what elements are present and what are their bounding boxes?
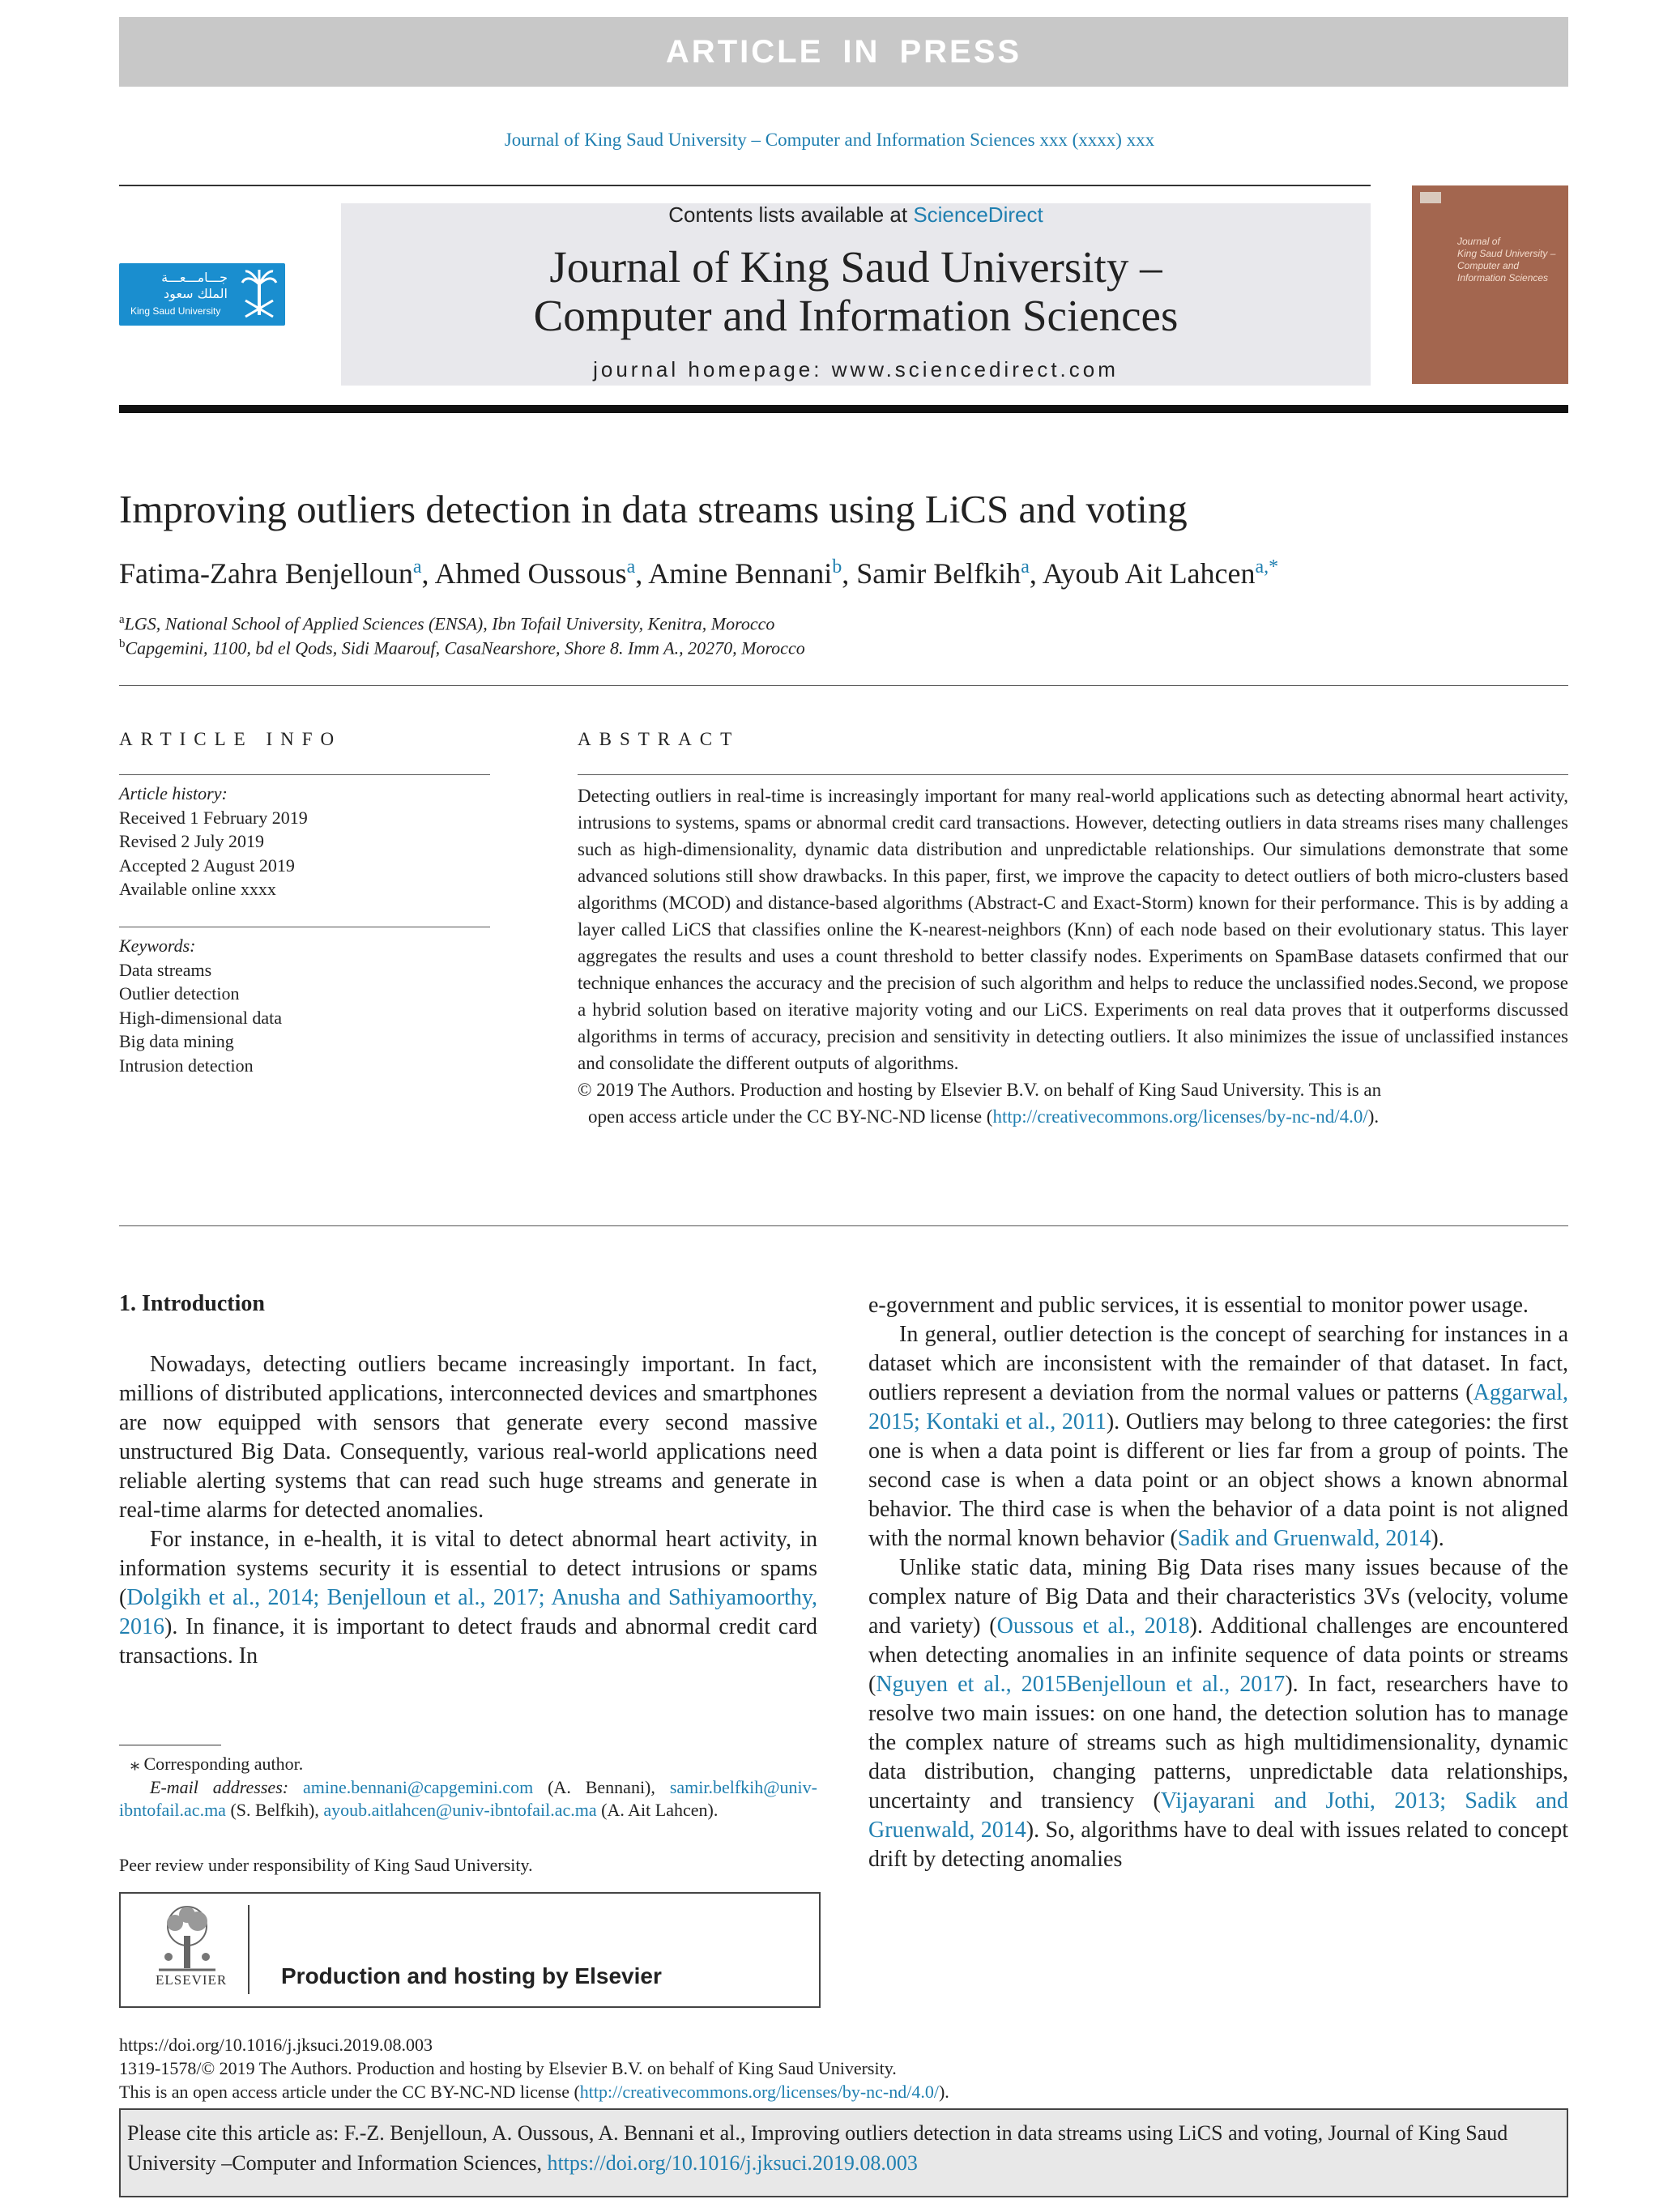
citation-link[interactable]: Dolgikh et al., 2014; Benjelloun et al., 2017; Anusha and Sathiyamoorthy, 2016 <box>119 1585 817 1639</box>
license-prefix: This is an open access article under the CC BY-NC-ND license ( <box>119 2082 580 2102</box>
cc-license-link[interactable]: http://creativecommons.org/licenses/by-nc-nd/4.0/ <box>992 1106 1368 1127</box>
intro-r2-text-a: In general, outlier detection is the concept of searching for instances in a dataset which are inconsistent with the remainder of that dataset. In fact, outliers represent a deviation from the normal values or patterns ( <box>868 1322 1568 1405</box>
keyword-item: Outlier detection <box>119 983 240 1004</box>
elsevier-divider <box>248 1905 249 1994</box>
intro-r3-text-c: ). In fact, researchers have to resolve two main issues: on one hand, the detection solution has to manage the complex nature of streams such as high multidimensionality, dynamic data distribution, changing patterns, unpredictable data relationships, uncertainty and transiency ( <box>868 1672 1568 1813</box>
cite-doi-link[interactable]: https://doi.org/10.1016/j.jksuci.2019.08.003 <box>547 2151 918 2175</box>
cover-title-3: Computer and <box>1457 260 1520 271</box>
peer-review-note: Peer review under responsibility of King Saud University. <box>119 1855 533 1875</box>
author-affiliation-sup[interactable]: a <box>412 556 422 578</box>
revised-date: Revised 2 July 2019 <box>119 831 265 851</box>
header-top-rule <box>119 185 1371 186</box>
abstract-rule <box>578 774 1568 775</box>
citation-link[interactable]: Aggarwal, 2015; Kontaki et al., 2011 <box>868 1380 1568 1434</box>
affiliation-b <box>119 637 805 658</box>
author-affiliation-sup[interactable]: a <box>1021 556 1030 578</box>
journal-cover-image <box>1412 185 1568 384</box>
email-owner: (A. Ait Lahcen). <box>596 1800 719 1820</box>
affiliation-b-text: Capgemini, 1100, bd el Qods, Sidi Maarouf, CasaNearshore, Shore 8. Imm A., 20270, Morocco <box>125 637 805 658</box>
email-owner: (S. Belfkih), <box>225 1800 324 1820</box>
cover-title <box>1457 236 1563 284</box>
contents-prefix: Contents lists available at <box>668 202 914 227</box>
palm-swords-emblem-icon <box>241 268 278 320</box>
intro-paragraph-2 <box>119 1525 817 1671</box>
article-info-rule <box>119 774 490 775</box>
copyright-suffix: ). <box>1367 1106 1380 1127</box>
affiliations-rule <box>119 685 1568 686</box>
intro-r3-text-b: ). Additional challenges are encountered when detecting anomalies in an infinite sequence of data points or streams ( <box>868 1613 1568 1697</box>
email-owner: (A. Bennani), <box>533 1777 670 1797</box>
license-link[interactable]: http://creativecommons.org/licenses/by-nc-nd/4.0/ <box>579 2082 939 2102</box>
author-name[interactable]: Samir Belfkih <box>856 557 1021 590</box>
intro-p2-text-b: ). In finance, it is important to detect frauds and abnormal credit card transactions. In <box>119 1614 817 1669</box>
cover-badge <box>1420 192 1441 203</box>
keyword-item: High-dimensional data <box>119 1008 283 1028</box>
author-name[interactable]: Amine Bennani <box>648 557 833 590</box>
article-info-heading: ARTICLE INFO <box>119 729 343 749</box>
intro-r2-text-b: ). Outliers may belong to three categories: the first one is when a data point is different or lies far from a group of points. The second case is when a data point or an object shows a known abnormal behavior. The third case is when the behavior of a data point is not aligned with the normal known behavior ( <box>868 1409 1568 1551</box>
contents-available-line <box>341 202 1371 228</box>
affiliation-a-sup: a <box>119 613 125 626</box>
author-affiliation-sup[interactable]: a <box>626 556 636 578</box>
intro-r3-text-a: Unlike static data, mining Big Data rises many issues because of the complex nature of Big Data and their characteristics 3Vs (velocity, volume and variety) ( <box>868 1555 1568 1639</box>
doi-link[interactable]: https://doi.org/10.1016/j.jksuci.2019.08.003 <box>119 2035 433 2055</box>
intro-right-paragraph-2 <box>868 1320 1568 1554</box>
email-link[interactable]: ayoub.aitlahcen@univ-ibntofail.ac.ma <box>323 1800 597 1820</box>
available-online-date: Available online xxxx <box>119 879 276 899</box>
author-affiliation-sup[interactable]: b <box>832 556 842 578</box>
author-name[interactable]: Ahmed Oussous <box>434 557 627 590</box>
citation-link[interactable]: Sadik and Gruenwald, 2014 <box>1177 1526 1431 1551</box>
journal-title-line-2: Computer and Information Sciences <box>533 291 1179 340</box>
elsevier-hosting-box <box>119 1892 821 2008</box>
cover-title-4: Information Sciences <box>1457 272 1549 283</box>
license-line <box>119 2082 949 2103</box>
cite-text: Please cite this article as: F.-Z. Benjelloun, A. Oussous, A. Bennani et al., Improving outliers detection in data streams using LiCS and voting, Journal of King Saud University –Computer and Information Sciences, <box>127 2121 1508 2175</box>
article-history-label: Article history: <box>119 783 228 803</box>
journal-title <box>341 243 1371 340</box>
issn-line: 1319-1578/© 2019 The Authors. Production and hosting by Elsevier B.V. on behalf of King Saud University. <box>119 2058 897 2078</box>
elsevier-wordmark: ELSEVIER <box>156 1972 228 1988</box>
received-date: Received 1 February 2019 <box>119 808 308 828</box>
intro-right-paragraph-1: e-government and public services, it is essential to monitor power usage. <box>868 1293 1529 1318</box>
introduction-heading: 1. Introduction <box>119 1291 265 1316</box>
header-thick-rule <box>119 405 1568 413</box>
logo-english-text: King Saud University <box>130 305 221 317</box>
logo-arabic-text: جـــامـــعـــة الملك سعود <box>161 270 228 301</box>
cover-title-2: King Saud University – <box>1457 248 1556 259</box>
author-list: Fatima-Zahra Benjelloun$^a$, Ahmed Oussous$^a$, Amine Bennani$^b$, Samir Belfkih$^a$, Ayoub Ait Lahcen$^{a,*}$ <box>119 556 1279 590</box>
article-title: Improving outliers detection in data streams using LiCS and voting <box>119 487 1188 531</box>
king-saud-university-logo <box>119 263 285 326</box>
affiliation-a <box>119 613 774 634</box>
affiliation-b-sup: b <box>119 637 126 650</box>
keywords-label: Keywords: <box>119 936 196 956</box>
accepted-date: Accepted 2 August 2019 <box>119 855 295 876</box>
email-addresses-note <box>119 1776 817 1822</box>
license-suffix: ). <box>938 2082 949 2102</box>
copyright-prefix: open access article under the CC BY-NC-ND license ( <box>588 1106 993 1127</box>
elsevier-tree-logo-icon <box>151 1903 224 1976</box>
email-label: E-mail addresses: <box>150 1777 304 1797</box>
intro-right-column <box>868 1291 1568 1874</box>
keyword-item: Data streams <box>119 960 212 980</box>
abstract-bottom-rule <box>119 1225 1568 1226</box>
keyword-item: Big data mining <box>119 1031 234 1051</box>
intro-r3-text-d: ). So, algorithms have to deal with issues related to concept drift by detecting anomalies <box>868 1818 1568 1872</box>
author-affiliation-sup[interactable]: a,* <box>1255 556 1279 578</box>
cite-this-article-box <box>119 2108 1568 2197</box>
email-link[interactable]: amine.bennani@capgemini.com <box>303 1777 534 1797</box>
abstract-body <box>578 782 1568 1130</box>
intro-right-paragraph-3 <box>868 1554 1568 1874</box>
journal-homepage[interactable]: journal homepage: www.sciencedirect.com <box>593 357 1119 381</box>
abstract-paragraph: Detecting outliers in real-time is increasingly important for many real-world applications such as detecting abnormal heart activity, intrusions to systems, spams or abnormal credit card transactions. However, detecting outliers in data streams rises many challenges such as high-dimensionality, dynamic data distribution and unpredictable relationships. Our simulations demonstrate that some advanced solutions still show drawbacks. In this paper, first, we improve the capacity to detect outliers of both micro-clusters based algorithms (MCOD) and distance-based algorithms (Abstract-C and Exact-Storm) known for their performance. This is by adding a layer called LiCS that classifies online the K-nearest-neighbors (Knn) of each node based on their evolutionary status. This layer aggregates the results and uses a count threshold to better classify nodes. Experiments on SpamBase datasets confirmed that our technique enhances the accuracy and the precision of such algorithm and helps to reduce the unclassified nodes.Second, we propose a hybrid solution based on iterative majority voting and our LiCS. Experiments on real data proves that it outperforms discussed algorithms in terms of accuracy, precision and sensitivity in detecting outliers. It also minimizes the issue of unclassified instances and consolidate the different outputs of algorithms. <box>578 786 1568 1073</box>
citation-link[interactable]: Nguyen et al., 2015Benjelloun et al., 2017 <box>876 1672 1286 1697</box>
cover-title-1: Journal of <box>1457 236 1500 247</box>
corresponding-author-note: ⁎ Corresponding author. <box>130 1754 304 1774</box>
intro-p2-text-a: For instance, in e-health, it is vital to detect abnormal heart activity, in information systems security it is essential to detect intrusions or spams ( <box>119 1527 817 1610</box>
citation-link[interactable]: Vijayarani and Jothi, 2013; Sadik and Gruenwald, 2014 <box>868 1788 1568 1843</box>
sciencedirect-link[interactable]: ScienceDirect <box>913 202 1043 227</box>
intro-r2-text-c: ). <box>1431 1526 1444 1551</box>
elsevier-hosting-text: Production and hosting by Elsevier <box>281 1963 662 1988</box>
abstract-heading: ABSTRACT <box>578 729 740 749</box>
journal-reference-link[interactable]: Journal of King Saud University – Computer and Information Sciences xxx (xxxx) xxx <box>504 130 1155 150</box>
email-link[interactable]: samir.belfkih@univ-ibntofail.ac.ma <box>119 1777 817 1820</box>
abstract-copyright-2 <box>578 1103 1568 1130</box>
journal-title-line-1: Journal of King Saud University – <box>549 242 1162 292</box>
affiliation-a-text: LGS, National School of Applied Sciences (ENSA), Ibn Tofail University, Kenitra, Morocco <box>124 613 775 634</box>
author-name[interactable]: Fatima-Zahra Benjelloun <box>119 557 413 590</box>
keyword-item: Intrusion detection <box>119 1055 254 1076</box>
citation-link[interactable]: Oussous et al., 2018 <box>996 1613 1190 1639</box>
abstract-copyright-1: © 2019 The Authors. Production and hosting by Elsevier B.V. on behalf of King Saud University. This is an <box>578 1080 1382 1100</box>
author-name[interactable]: Ayoub Ait Lahcen <box>1042 557 1256 590</box>
article-in-press-banner: ARTICLE IN PRESS <box>119 17 1568 87</box>
intro-left-column <box>119 1350 817 1671</box>
intro-paragraph-1: Nowadays, detecting outliers became increasingly important. In fact, millions of distributed applications, interconnected devices and smartphones are now equipped with sensors that generate every second massive unstructured Big Data. Consequently, various real-world applications need reliable alerting systems that can read such huge streams and generate in real-time alarms for detected anomalies. <box>119 1352 817 1523</box>
